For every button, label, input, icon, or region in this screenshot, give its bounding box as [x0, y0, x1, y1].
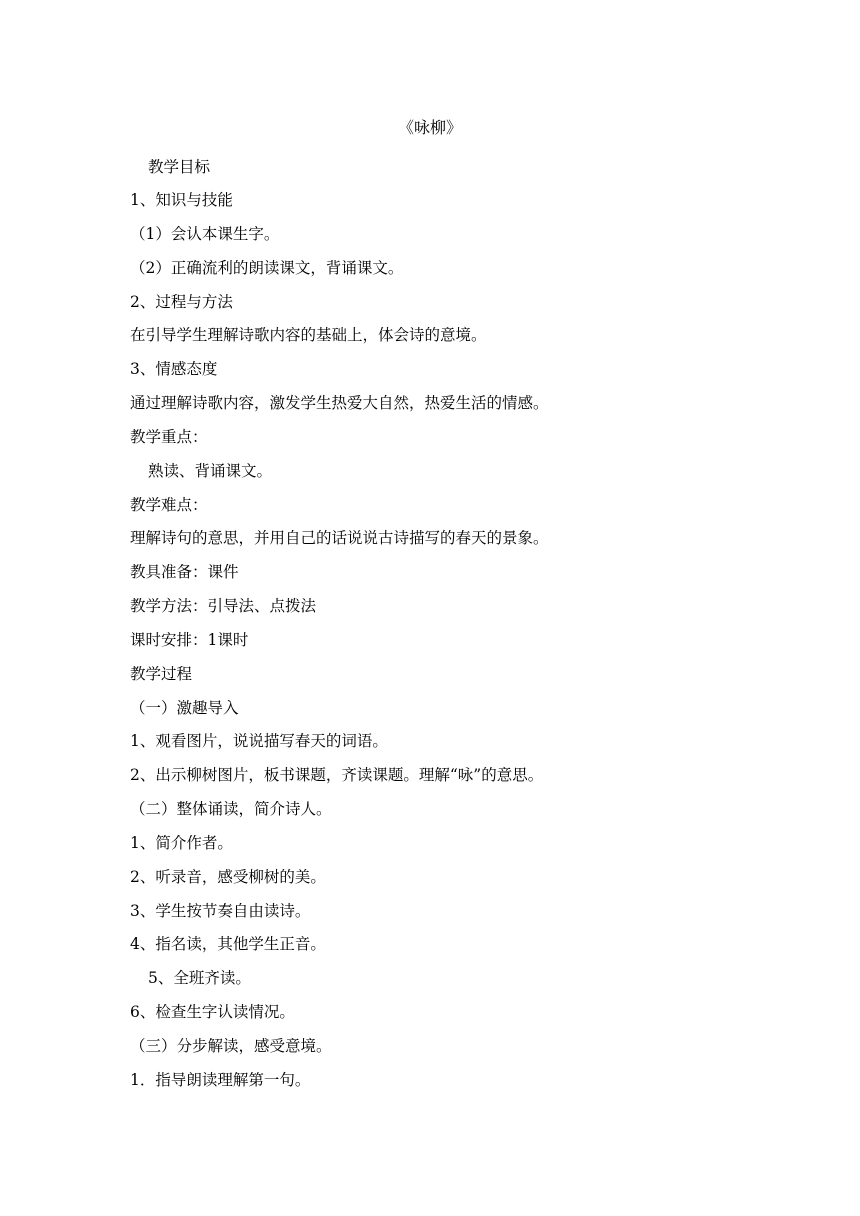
goal-3-attitude: 3、情感态度 [130, 360, 218, 378]
section-2-step-6: 6、检查生字认读情况。 [130, 1003, 295, 1021]
key-points-text: 熟读、背诵课文。 [148, 462, 273, 480]
section-3-step-1: 1．指导朗读理解第一句。 [130, 1071, 311, 1089]
section-2-step-1: 1、简介作者。 [130, 834, 233, 852]
goal-2-text: 在引导学生理解诗歌内容的基础上，体会诗的意境。 [130, 326, 487, 344]
goal-1-item-1: （1）会认本课生字。 [130, 225, 280, 243]
section-2-step-3: 3、学生按节奏自由读诗。 [130, 902, 311, 920]
class-hours: 课时安排：1课时 [130, 631, 249, 649]
teaching-aids: 教具准备：课件 [130, 563, 239, 581]
heading-teaching-process: 教学过程 [130, 665, 193, 683]
difficulties-text: 理解诗句的意思，并用自己的话说说古诗描写的春天的景象。 [130, 529, 549, 547]
section-1-step-2: 2、出示柳树图片，板书课题，齐读课题。理解“咏”的意思。 [130, 766, 544, 784]
document-title: 《咏柳》 [397, 118, 462, 137]
section-2-step-4: 4、指名读，其他学生正音。 [130, 935, 326, 953]
section-3-heading: （三）分步解读，感受意境。 [130, 1037, 332, 1055]
goal-2-process-method: 2、过程与方法 [130, 293, 233, 311]
section-1-step-1: 1、观看图片，说说描写春天的词语。 [130, 732, 388, 750]
heading-teaching-goals: 教学目标 [148, 158, 211, 176]
section-2-heading: （二）整体诵读，简介诗人。 [130, 800, 332, 818]
teaching-methods: 教学方法：引导法、点拨法 [130, 597, 317, 615]
heading-key-points: 教学重点： [130, 428, 208, 446]
heading-difficulties: 教学难点： [130, 496, 208, 514]
goal-1-knowledge-skills: 1、知识与技能 [130, 191, 233, 209]
goal-1-item-2: （2）正确流利的朗读课文，背诵课文。 [130, 259, 404, 277]
section-2-step-5: 5、全班齐读。 [148, 969, 251, 987]
section-1-heading: （一）激趣导入 [130, 699, 239, 717]
goal-3-text: 通过理解诗歌内容，激发学生热爱大自然，热爱生活的情感。 [130, 394, 549, 412]
section-2-step-2: 2、听录音，感受柳树的美。 [130, 868, 326, 886]
